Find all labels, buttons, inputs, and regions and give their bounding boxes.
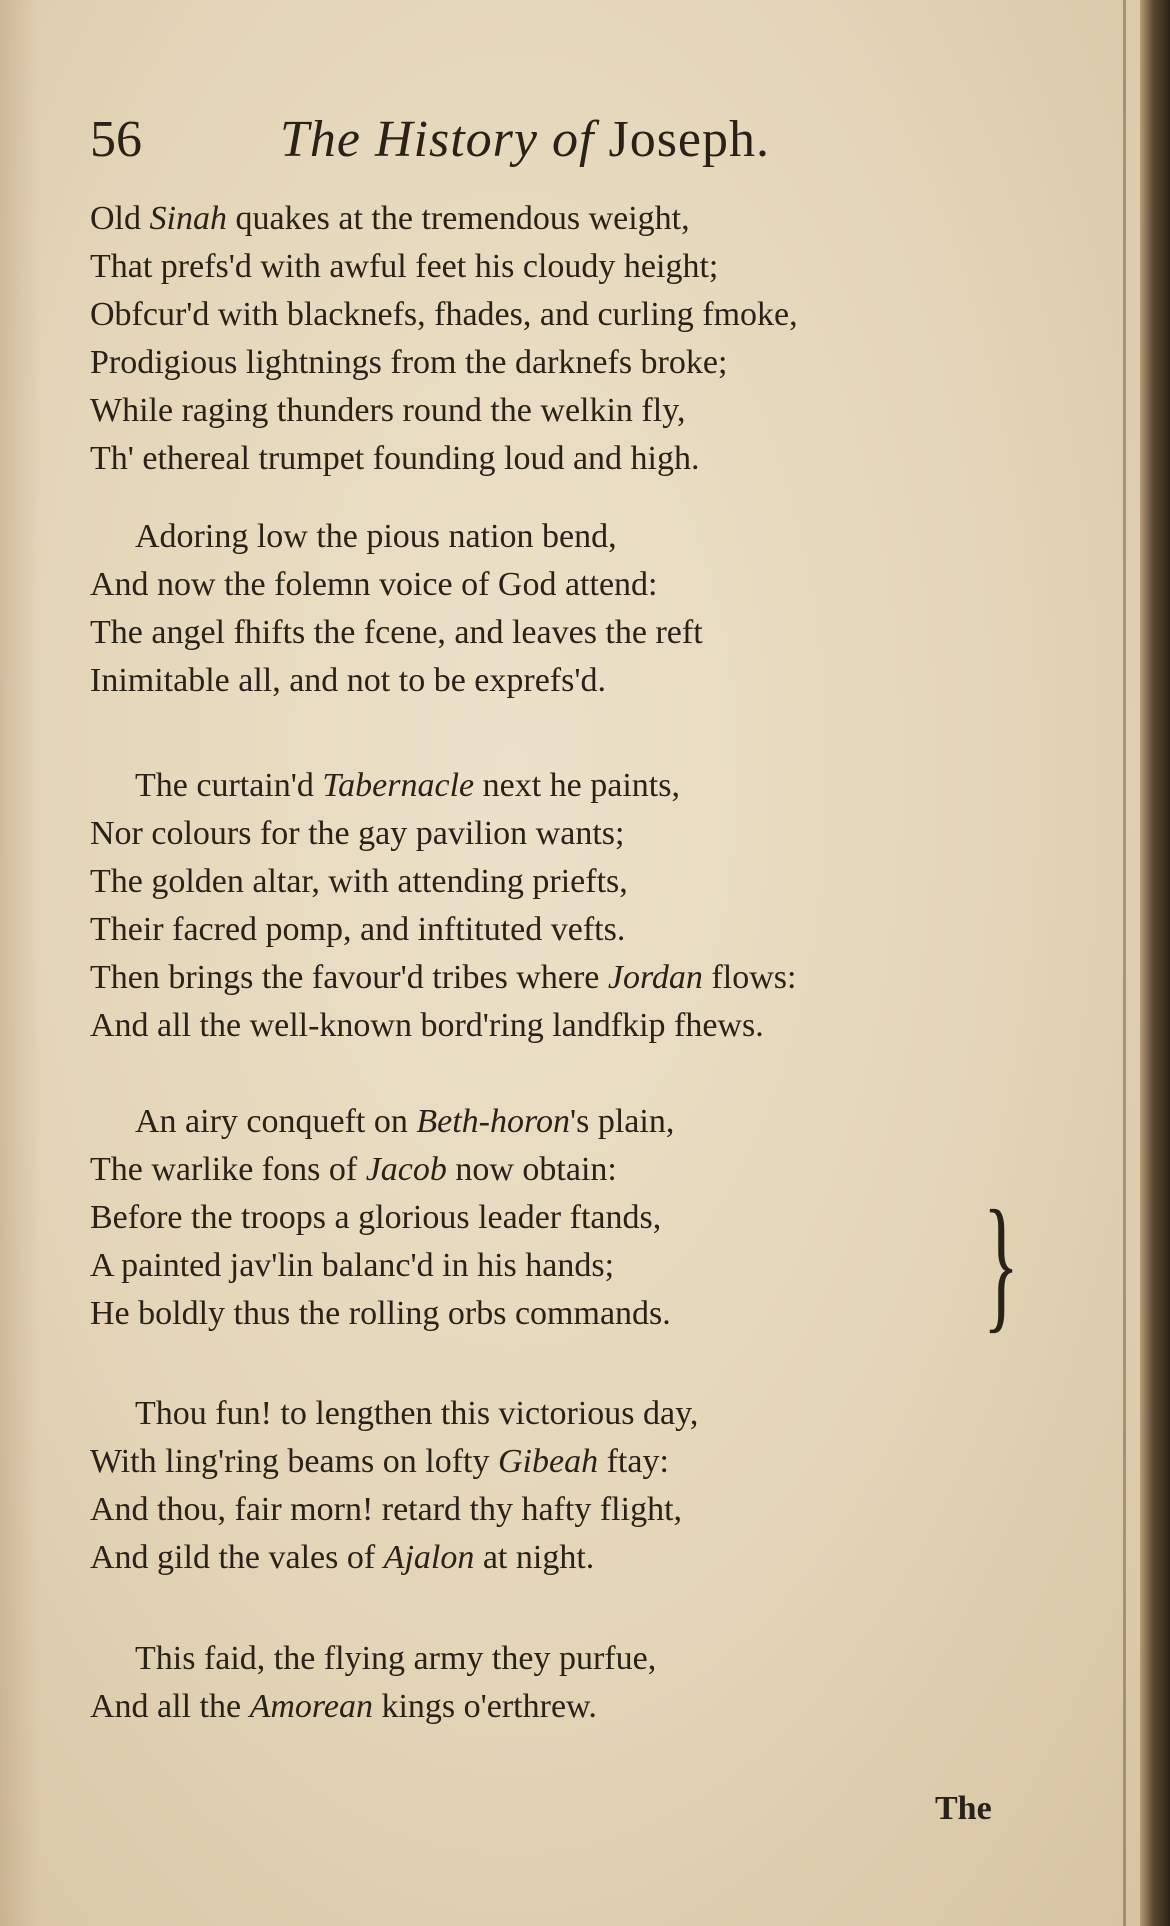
verse-line: An airy conqueft on Beth-horon's plain, [135,1103,675,1140]
page-header [90,110,990,190]
stanza-5 [90,1390,698,1582]
verse-line: And all the Amorean kings o'erthrew. [90,1688,597,1725]
catchword: The [935,1790,992,1827]
verse-line: And gild the vales of Ajalon at night. [90,1539,595,1576]
verse-line: Obfcur'd with blacknefs, fhades, and curling fmoke, [90,296,798,333]
verse-line: Adoring low the pious nation bend, [135,518,617,555]
stanza-1 [90,195,798,483]
verse-line: Nor colours for the gay pavilion wants; [90,815,625,852]
stanza-2 [90,513,703,705]
running-title-prefix: The History of [280,111,595,168]
verse-line: Old Sinah quakes at the tremendous weight, [90,200,690,237]
verse-line: While raging thunders round the welkin fly, [90,392,686,429]
verse-line: The angel fhifts the fcene, and leaves the reft [90,614,703,651]
verse-line: Before the troops a glorious leader ftands, [90,1199,662,1236]
verse-line: Inimitable all, and not to be exprefs'd. [90,662,606,699]
verse-line: With ling'ring beams on lofty Gibeah ftay: [90,1443,669,1480]
page-edge-line [1123,0,1126,1926]
verse-line: The curtain'd Tabernacle next he paints, [135,767,680,804]
verse-line: He boldly thus the rolling orbs commands. [90,1295,671,1332]
book-spine-edge [1140,0,1170,1926]
stanza-6 [90,1635,656,1731]
stanza-4 [90,1098,674,1338]
verse-line: Thou fun! to lengthen this victorious day, [135,1395,699,1432]
verse-line: Their facred pomp, and inftituted vefts. [90,911,626,948]
verse-line: And thou, fair morn! retard thy hafty flight, [90,1491,683,1528]
verse-line: Then brings the favour'd tribes where Jordan flows: [90,959,797,996]
triplet-brace-icon: } [983,1180,1019,1346]
stanza-3 [90,762,796,1050]
page-fold-shadow [0,0,40,1926]
verse-line: The warlike fons of Jacob now obtain: [90,1151,617,1188]
verse-line: This faid, the flying army they purfue, [135,1640,657,1677]
verse-line: Prodigious lightnings from the darknefs broke; [90,344,728,381]
verse-line: The golden altar, with attending priefts, [90,863,628,900]
verse-line: That prefs'd with awful feet his cloudy height; [90,248,719,285]
running-title [280,110,770,169]
running-title-name: Joseph. [608,111,771,168]
verse-line: And all the well-known bord'ring landfkip fhews. [90,1007,764,1044]
verse-line: And now the folemn voice of God attend: [90,566,658,603]
verse-line: A painted jav'lin balanc'd in his hands; [90,1247,615,1284]
page-number: 56 [90,111,142,168]
verse-line: Th' ethereal trumpet founding loud and high. [90,440,700,477]
